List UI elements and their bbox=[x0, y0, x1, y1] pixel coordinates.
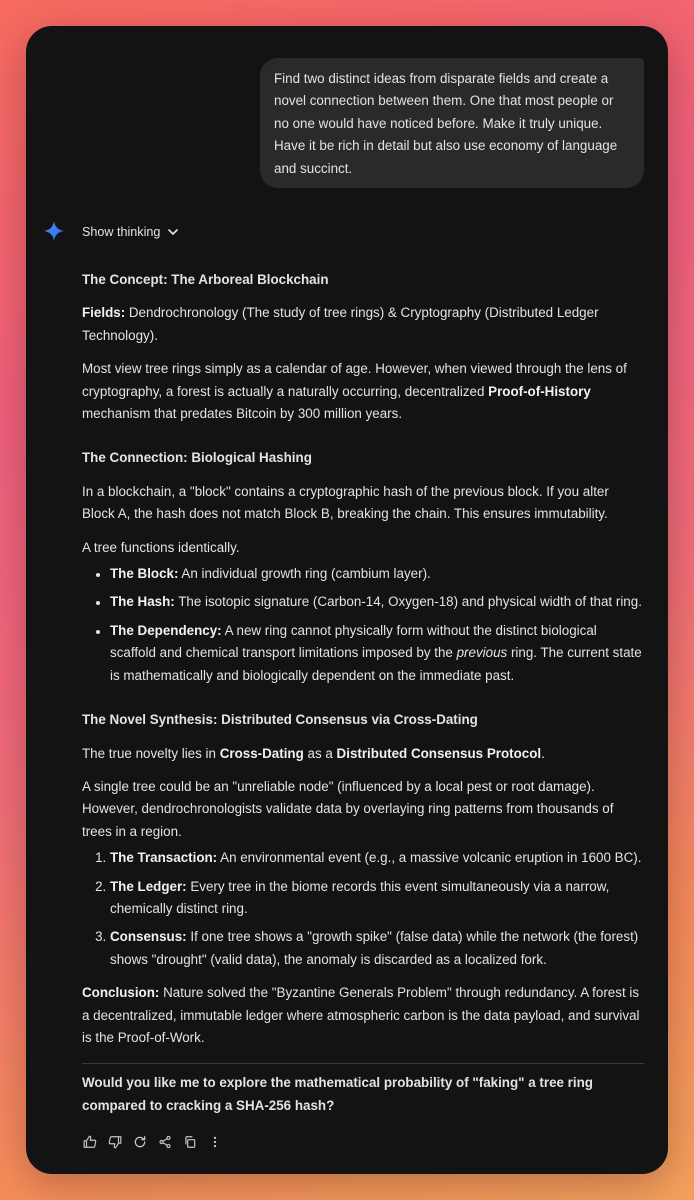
thumbs-up-button[interactable] bbox=[82, 1134, 97, 1149]
intro-text: Most view tree rings simply as a calendar of age. However, when viewed through the lens of cryptography, a forest is actually a naturally occurring, decentralized bbox=[82, 361, 627, 399]
regenerate-button[interactable] bbox=[132, 1134, 147, 1149]
bullet-text: The isotopic signature (Carbon-14, Oxygen-18) and physical width of that ring. bbox=[174, 594, 642, 610]
bullet-label: The Block: bbox=[110, 566, 179, 582]
list-item bbox=[110, 847, 644, 869]
bullet-text: An individual growth ring (cambium layer). bbox=[178, 566, 431, 582]
conclusion-label: Conclusion: bbox=[82, 985, 160, 1001]
section2-text-mid: as a bbox=[303, 745, 337, 761]
divider bbox=[82, 1063, 644, 1064]
model-response bbox=[82, 269, 644, 1128]
numbered-label: The Ledger: bbox=[110, 878, 187, 894]
share-button[interactable] bbox=[157, 1134, 172, 1149]
thumbs-down-icon bbox=[108, 1135, 122, 1149]
bullet-text-end: ring. The current state is mathematically and biologically dependent on the immediate past. bbox=[110, 645, 642, 683]
numbered-list bbox=[82, 847, 644, 971]
intro-text-end: mechanism that predates Bitcoin by 300 million years. bbox=[82, 406, 403, 422]
cross-dating-term: Cross-Dating bbox=[219, 745, 304, 761]
intro-paragraph bbox=[82, 358, 644, 425]
section2-text-end: . bbox=[541, 745, 545, 761]
list-item bbox=[110, 620, 644, 687]
numbered-text: If one tree shows a "growth spike" (false data) while the network (the forest) shows "drought" (valid data), the anomaly is discarded as a localized fork. bbox=[110, 929, 639, 967]
response-actions bbox=[82, 1134, 222, 1149]
bullet-emphasis: previous bbox=[456, 645, 508, 661]
chat-window bbox=[26, 26, 668, 1174]
gemini-spark-icon bbox=[43, 220, 65, 242]
list-item bbox=[110, 876, 644, 921]
more-options-button[interactable] bbox=[207, 1134, 222, 1149]
thumbs-down-button[interactable] bbox=[107, 1134, 122, 1149]
thumbs-up-icon bbox=[83, 1135, 97, 1149]
fields-label: Fields: bbox=[82, 305, 126, 321]
section2-paragraph: A single tree could be an "unreliable node" (influenced by a local pest or root damage). However, dendrochronologists validate data by overlaying ring patterns from thousands of trees in a region. bbox=[82, 778, 614, 839]
share-icon bbox=[158, 1135, 172, 1149]
user-message-bubble: Find two distinct ideas from disparate fields and create a novel connection between them. One that most people or no one would have noticed before. Make it truly unique. Have it be rich in detail but also use economy of language and succinct. bbox=[260, 58, 644, 188]
section2-text: The true novelty lies in bbox=[82, 745, 220, 761]
list-item bbox=[110, 926, 644, 971]
refresh-icon bbox=[133, 1135, 147, 1149]
fields-text: Dendrochronology (The study of tree rings) & Cryptography (Distributed Ledger Technology). bbox=[82, 305, 599, 343]
response-title: The Concept: The Arboreal Blockchain bbox=[82, 272, 329, 287]
fields-paragraph bbox=[82, 302, 644, 347]
section1-lead: A tree functions identically. bbox=[82, 539, 240, 555]
followup-question: Would you like me to explore the mathematical probability of "faking" a tree ring compared to cracking a SHA-256 hash? bbox=[82, 1075, 593, 1113]
bullet-list bbox=[82, 563, 644, 687]
conclusion-text: Nature solved the "Byzantine Generals Problem" through redundancy. A forest is a decentralized, immutable ledger where atmospheric carbon is the data payload, and survival is the Proof-of-Work. bbox=[82, 985, 640, 1045]
show-thinking-toggle[interactable] bbox=[82, 223, 179, 241]
section2-heading: The Novel Synthesis: Distributed Consensus via Cross-Dating bbox=[82, 712, 478, 728]
section1-heading: The Connection: Biological Hashing bbox=[82, 450, 312, 466]
chevron-down-icon bbox=[167, 226, 179, 238]
list-item bbox=[110, 563, 644, 585]
numbered-label: Consensus: bbox=[110, 929, 187, 945]
conclusion-paragraph bbox=[82, 982, 644, 1049]
show-thinking-label: Show thinking bbox=[82, 225, 161, 239]
list-item bbox=[110, 591, 644, 613]
section2-lead bbox=[82, 743, 644, 765]
section1-paragraph: In a blockchain, a "block" contains a cryptographic hash of the previous block. If you alter Block A, the hash does not match Block B, breaking the chain. This ensures immutability. bbox=[82, 483, 609, 522]
more-vert-icon bbox=[208, 1135, 222, 1149]
bullet-label: The Dependency: bbox=[110, 622, 222, 638]
copy-button[interactable] bbox=[182, 1134, 197, 1149]
proof-of-history-term: Proof-of-History bbox=[488, 383, 591, 399]
consensus-protocol-term: Distributed Consensus Protocol bbox=[336, 745, 542, 761]
numbered-text: An environmental event (e.g., a massive volcanic eruption in 1600 BC). bbox=[217, 850, 642, 866]
numbered-label: The Transaction: bbox=[110, 850, 218, 866]
numbered-text: Every tree in the biome records this event simultaneously via a narrow, chemically distinct ring. bbox=[110, 878, 610, 916]
bullet-text: A new ring cannot physically form without the distinct biological scaffold and chemical transport limitations imposed by the bbox=[110, 622, 597, 661]
bullet-label: The Hash: bbox=[110, 594, 175, 610]
copy-icon bbox=[183, 1135, 197, 1149]
